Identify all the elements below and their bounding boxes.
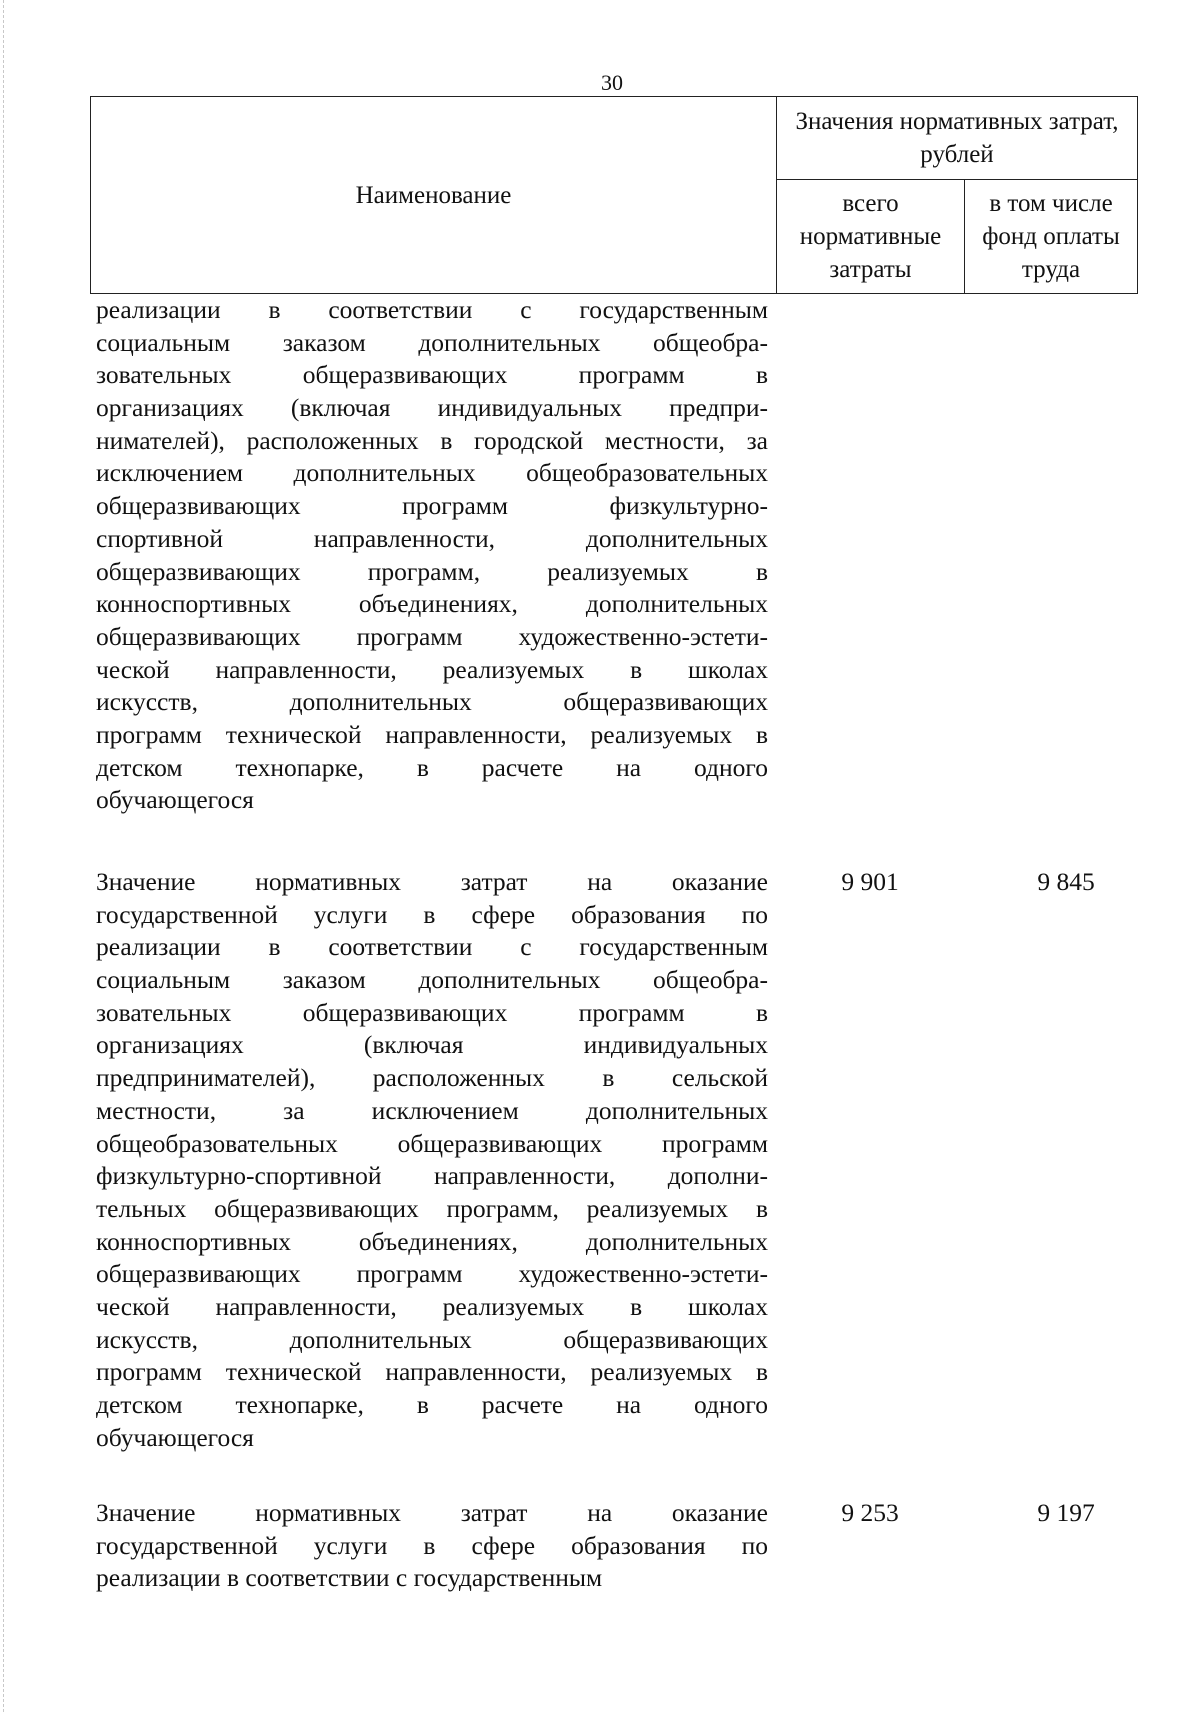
row-name-line: тельных общеразвивающих программ, реализуемых в [96, 1193, 768, 1223]
header-values-group-cell: Значения нормативных затрат, рублей [777, 97, 1138, 180]
row-name-line: социальным заказом дополнительных общеобра- [96, 965, 768, 995]
row-name-line: Значение нормативных затрат на оказание [96, 1498, 768, 1527]
header-name-cell: Наименование [91, 97, 777, 294]
row-name-line: обучающегося [96, 1422, 254, 1452]
header-total-cell: всего нормативные затраты [777, 180, 965, 294]
row-fot-value: 9 197 [1037, 1498, 1095, 1527]
row-name-line: реализации в соответствии с государственным [96, 932, 768, 962]
row-name-line: общеразвивающих программ физкультурно- [96, 491, 768, 521]
row-name-line: спортивной направленности, дополнительных [96, 523, 768, 553]
row-name-line: социальным заказом дополнительных общеобра- [96, 327, 768, 357]
row-name-text [96, 1497, 768, 1595]
row-name-text [96, 294, 768, 817]
row-name-line: государственной услуги в сфере образования по [96, 899, 768, 929]
row-name-line: общеразвивающих программ художественно-эстети- [96, 621, 768, 651]
row-name-line: организациях (включая индивидуальных [96, 1030, 768, 1060]
row-name-line: обучающегося [96, 785, 254, 815]
row-name-line: исключением дополнительных общеобразовательных [96, 458, 768, 488]
row-name-line: зовательных общеразвивающих программ в [96, 360, 768, 390]
row-name-line: общеразвивающих программ художественно-эстети- [96, 1259, 768, 1289]
row-name-line: искусств, дополнительных общеразвивающих [96, 687, 768, 717]
row-name-line: конноспортивных объединениях, дополнительных [96, 589, 768, 619]
row-name-line: ческой направленности, реализуемых в школах [96, 1291, 768, 1321]
row-name-line: общеразвивающих программ, реализуемых в [96, 556, 768, 586]
row-name-line: зовательных общеразвивающих программ в [96, 997, 768, 1027]
row-total-value: 9 253 [841, 1498, 899, 1527]
row-name-line: Значение нормативных затрат на оказание [96, 867, 768, 896]
row-name-line: детском технопарке, в расчете на одного [96, 752, 768, 782]
row-name-line: общеобразовательных общеразвивающих программ [96, 1128, 768, 1158]
row-name-line: предпринимателей), расположенных в сельской [96, 1063, 768, 1093]
row-name-line: физкультурно-спортивной направленности, дополни- [96, 1161, 768, 1191]
row-name-line: искусств, дополнительных общеразвивающих [96, 1324, 768, 1354]
row-name-line: конноспортивных объединениях, дополнительных [96, 1226, 768, 1256]
row-name-line: нимателей), расположенных в городской местности, за [96, 425, 768, 455]
scan-edge-line [3, 0, 4, 1712]
row-fot-value: 9 845 [1037, 867, 1095, 896]
row-name-line: детском технопарке, в расчете на одного [96, 1390, 768, 1419]
row-name-line: реализации в соответствии с государственным [96, 295, 768, 324]
row-name-line: организациях (включая индивидуальных предпри- [96, 393, 768, 423]
row-name-line: программ технической направленности, реализуемых в [96, 1357, 768, 1387]
row-total-value: 9 901 [841, 867, 899, 896]
row-name-line: реализации в соответствии с государственным [96, 1563, 603, 1593]
page-number: 30 [601, 70, 623, 95]
row-name-line: местности, за исключением дополнительных [96, 1095, 768, 1125]
table-header [90, 96, 1138, 294]
row-name-text [96, 866, 768, 1454]
row-name-line: программ технической направленности, реализуемых в [96, 719, 768, 749]
row-name-line: государственной услуги в сфере образования по [96, 1530, 768, 1560]
header-fot-cell: в том числе фонд оплаты труда [965, 180, 1138, 294]
row-name-line: ческой направленности, реализуемых в школах [96, 654, 768, 684]
